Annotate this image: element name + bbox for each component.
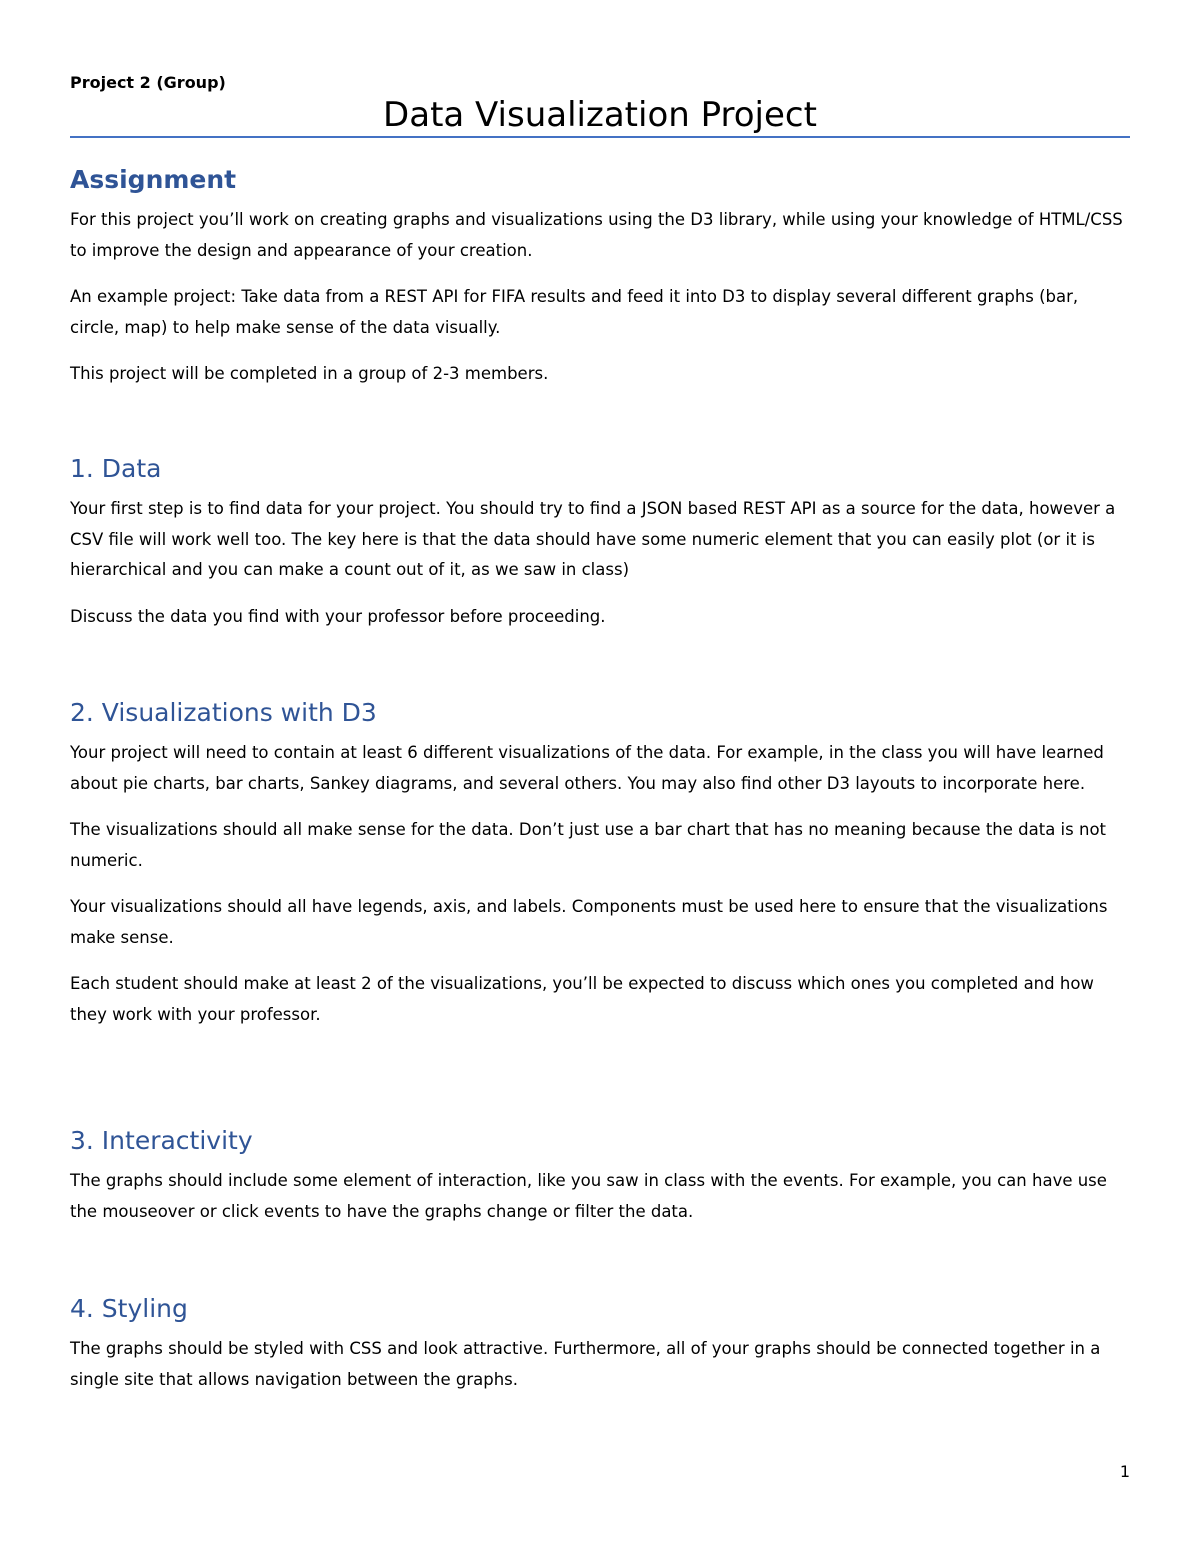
section-heading-assignment: Assignment <box>70 165 237 194</box>
section-heading-styling: 4. Styling <box>70 1294 188 1323</box>
paragraph: This project will be completed in a group of 2-3 members. <box>70 364 549 383</box>
section-interactivity <box>70 1124 1130 1227</box>
paragraph: The visualizations should all make sense for the data. Don’t just use a bar chart that has no meaning because the data is not numeric. <box>70 820 1107 870</box>
paragraph: The graphs should be styled with CSS and look attractive. Furthermore, all of your graphs should be connected together in a single site that allows navigation between the graphs. <box>70 1339 1101 1389</box>
section-styling <box>70 1292 1130 1395</box>
paragraph: Each student should make at least 2 of the visualizations, you’ll be expected to discuss which ones you completed and how they work with your professor. <box>70 974 1094 1024</box>
paragraph: The graphs should include some element of interaction, like you saw in class with the events. For example, you can have use the mouseover or click events to have the graphs change or filter the data. <box>70 1171 1107 1221</box>
paragraph: Your visualizations should all have legends, axis, and labels. Components must be used here to ensure that the visualizations make sense. <box>70 897 1108 947</box>
section-visualizations <box>70 696 1130 1030</box>
page-number: 1 <box>1119 1462 1130 1481</box>
section-heading-data: 1. Data <box>70 454 162 483</box>
section-data <box>70 452 1130 632</box>
title-rule <box>70 136 1130 138</box>
paragraph: For this project you’ll work on creating graphs and visualizations using the D3 library, while using your knowledge of HTML/CSS to improve the design and appearance of your creation. <box>70 210 1123 260</box>
paragraph: Discuss the data you find with your professor before proceeding. <box>70 606 606 626</box>
paragraph: Your project will need to contain at least 6 different visualizations of the data. For example, in the class you will have learned about pie charts, bar charts, Sankey diagrams, and several others. You may also find other D3 layouts to incorporate here. <box>70 743 1104 793</box>
section-heading-visualizations: 2. Visualizations with D3 <box>70 698 377 727</box>
header-label: Project 2 (Group) <box>70 73 226 92</box>
document-title: Data Visualization Project <box>383 95 817 135</box>
section-heading-interactivity: 3. Interactivity <box>70 1126 253 1155</box>
document-page <box>70 0 1130 1553</box>
section-assignment <box>70 163 1130 390</box>
paragraph: Your first step is to find data for your project. You should try to find a JSON based REST API as a source for the data, however a CSV file will work well too. The key here is that the data should have some numeric element that you can easily plot (or it is hierarchical and you can make a count out of it, as we saw in class) <box>70 499 1116 579</box>
paragraph: An example project: Take data from a REST API for FIFA results and feed it into D3 to display several different graphs (bar, circle, map) to help make sense of the data visually. <box>70 287 1079 337</box>
